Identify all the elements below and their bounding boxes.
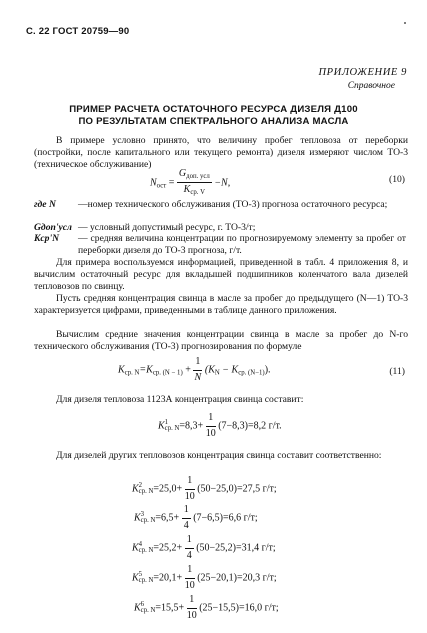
calc-6-left: =15,5+ — [155, 602, 185, 614]
calc-1-den: 10 — [205, 427, 216, 439]
calc-1-fraction — [206, 412, 216, 440]
definition-1 — [34, 199, 408, 211]
calc-6-fraction — [187, 594, 197, 622]
formula-11-plus: + — [185, 364, 191, 376]
formula-10: $N_{ост}$ = $\frac{G_{доп. усл}}{K_{ср. V}}$ −N, — [150, 168, 231, 197]
calc-1-num: 1 — [206, 412, 216, 427]
calc-4-sub: ср. N — [138, 547, 154, 554]
appendix-title: ПРИЛОЖЕНИЕ 9 — [318, 67, 407, 78]
calc-2-right: (50−25,0)=27,5 г/т; — [197, 483, 277, 495]
formula-10-tail: −N, — [214, 177, 231, 189]
calc-6-sub: ср. N — [140, 607, 156, 614]
formula-11-eq: =K — [139, 364, 153, 376]
calc-1-right: (7−8,3)=8,2 г/т. — [218, 420, 282, 432]
calc-row-4 — [132, 534, 276, 562]
calc-5-num: 1 — [185, 564, 195, 579]
calc-4-den: 4 — [186, 549, 192, 561]
definition-2-text: — условный допустимый ресурс, г. ТО-3/т; — [78, 222, 256, 233]
calc-2-den: 10 — [184, 490, 195, 502]
calc-2-k: K — [132, 483, 139, 495]
calc-3-num: 1 — [182, 504, 191, 519]
heading-line-2: ПО РЕЗУЛЬТАТАМ СПЕКТРАЛЬНОГО АНАЛИЗА МАСЛА — [78, 116, 349, 127]
calc-1-left: =8,3+ — [179, 420, 204, 432]
heading-line-1: ПРИМЕР РАСЧЕТА ОСТАТОЧНОГО РЕСУРСА ДИЗЕЛЯ Д100 — [69, 104, 358, 115]
calc-3-sup: 3 — [140, 510, 145, 518]
calc-row-3 — [134, 504, 258, 532]
calc-6-sup: 6 — [140, 600, 145, 608]
formula-10-lhs: N — [150, 177, 157, 189]
definition-3 — [34, 233, 408, 257]
calc-4-k: K — [132, 542, 139, 554]
calc-3-right: (7−6,5)=6,6 г/т; — [193, 512, 258, 524]
definition-1-term: где N — [34, 199, 56, 210]
formula-11-tail-end: ). — [264, 364, 271, 376]
definition-1-text: —номер технического обслуживания (ТО-3) прогноза остаточного ресурса; — [78, 199, 388, 210]
calc-2-sub: ср. N — [138, 488, 154, 495]
formula-11-tail-mid: − K — [219, 364, 239, 376]
formula-10-fraction — [177, 168, 212, 198]
formula-11-tail-sub1: N — [214, 369, 220, 377]
calc-row-2 — [132, 475, 277, 503]
formula-11-lhs-sub: ср. N — [124, 369, 140, 377]
paragraph-5: Для дизеля тепловоза 1123А концентрация свинца составит: — [56, 394, 304, 405]
calc-3-k: K — [134, 512, 141, 524]
definition-3-text: — средняя величина концентрации по прогнозируемому элементу за пробег от переборки дизеля до ТО-3 прогноза, г/т. — [78, 233, 406, 256]
calc-6-num: 1 — [187, 594, 197, 609]
formula-11-num: 1 — [193, 356, 202, 371]
paragraph-3: Пусть средняя концентрация свинца в масле за пробег до предыдущего (N—1) ТО-3 характеризуется цифрами, приведенными в таблице данного приложения. — [34, 293, 408, 316]
calc-row-5 — [132, 564, 277, 592]
calc-2-fraction — [185, 475, 195, 503]
calc-5-den: 10 — [184, 579, 195, 591]
paragraph-6: Для дизелей других тепловозов концентрация свинца составит соответственно: — [56, 450, 382, 461]
calc-4-sup: 4 — [138, 540, 143, 548]
paragraph-4: Вычислим средние значения концентрации свинца в масле за пробег до N-го технического обслуживания (ТО-3) прогнозирования по формуле — [34, 329, 408, 352]
page-header: С. 22 ГОСТ 20759—90 — [26, 26, 130, 37]
calc-6-right: (25−15,5)=16,0 г/т; — [199, 602, 279, 614]
formula-11-number: (11) — [389, 366, 405, 377]
calc-3-den: 4 — [183, 519, 189, 531]
formula-10-num: G — [178, 168, 187, 179]
speck-mark — [404, 22, 406, 24]
formula-10-den-sub: ср. V — [190, 189, 206, 197]
formula-11 — [118, 356, 271, 384]
calc-2-num: 1 — [185, 475, 195, 490]
calc-1-sub: ср. N — [164, 425, 180, 432]
calc-5-right: (25−20,1)=20,3 г/т; — [197, 572, 277, 584]
paragraph-2: Для примера воспользуемся информацией, приведенной в табл. 4 приложения 8, и вычислим остаточный ресурс для вкладышей подшипников коленчатого вала дизелей тепловозов по свинцу. — [34, 257, 408, 292]
calc-2-left: =25,0+ — [153, 483, 183, 495]
calc-5-sup: 5 — [138, 570, 143, 578]
formula-11-fraction — [193, 356, 202, 384]
formula-10-num-sub: доп. усл — [186, 173, 210, 180]
calc-1-k: K — [158, 420, 165, 432]
calc-4-left: =25,2+ — [153, 542, 183, 554]
intro-paragraph: В примере условно принято, что величину пробег тепловоза от переборки (постройки, после капитального или текущего ремонта) дизеля измеряют числом ТО-3 (техническое обслуживание) — [34, 135, 408, 170]
calc-4-right: (50−25,2)=31,4 г/т; — [196, 542, 276, 554]
formula-11-tail: (K — [204, 364, 215, 376]
formula-11-eq-sub: ср. (N − 1) — [152, 369, 183, 377]
formula-10-den: K — [183, 184, 191, 196]
calc-4-fraction — [185, 534, 194, 562]
calc-row-1 — [158, 412, 282, 440]
calc-3-sub: ср. N — [140, 517, 156, 524]
appendix-subtitle: Справочное — [347, 81, 395, 91]
calc-2-sup: 2 — [138, 481, 143, 489]
calc-5-sub: ср. N — [138, 577, 154, 584]
calc-5-fraction — [185, 564, 195, 592]
formula-11-lhs: K — [118, 364, 125, 376]
formula-10-number: (10) — [389, 174, 405, 185]
calc-3-fraction — [182, 504, 191, 532]
formula-11-den: N — [194, 371, 202, 383]
calc-4-num: 1 — [185, 534, 194, 549]
calc-5-k: K — [132, 572, 139, 584]
calc-6-k: K — [134, 602, 141, 614]
calc-row-6 — [134, 594, 279, 622]
definition-2-term: Gдоп'усл — [34, 222, 72, 233]
calc-5-left: =20,1+ — [153, 572, 183, 584]
calc-6-den: 10 — [186, 609, 197, 621]
formula-11-tail-sub2: ср. (N−1) — [238, 369, 265, 377]
calc-3-left: =6,5+ — [155, 512, 180, 524]
definition-3-term: Kср'N — [34, 233, 60, 244]
formula-10-lhs-sub: ост — [156, 182, 167, 190]
calc-1-sup: 1 — [164, 418, 169, 426]
